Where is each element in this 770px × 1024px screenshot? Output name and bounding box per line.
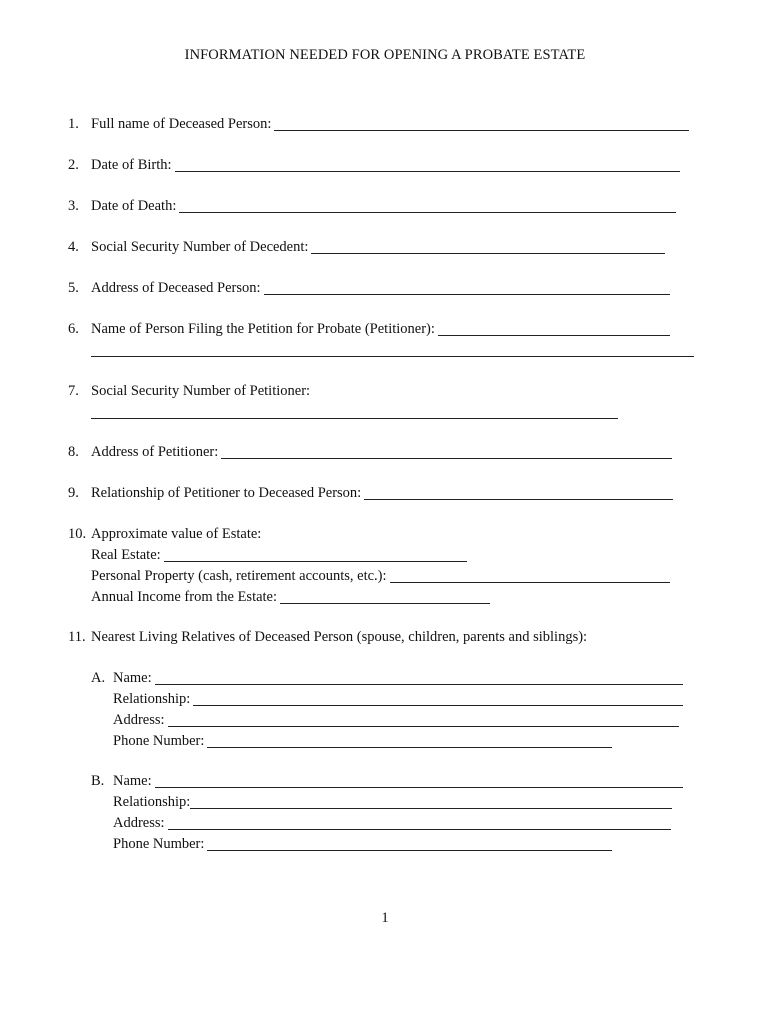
item-10-number: 10.	[68, 526, 87, 542]
relative-a-relationship-label: Relationship:	[113, 691, 191, 707]
relative-b-relationship-row	[113, 792, 672, 811]
relative-b-address-field[interactable]	[168, 815, 671, 830]
petitioner-address-row	[91, 442, 672, 461]
relative-a-relationship-field[interactable]	[193, 691, 683, 706]
estate-value-row	[91, 524, 261, 543]
annual-income-row	[91, 587, 490, 606]
item-5-number: 5.	[68, 280, 79, 296]
relative-a-phone-field[interactable]	[207, 733, 612, 748]
relative-a-letter: A.	[91, 670, 106, 686]
relationship-field[interactable]	[364, 485, 673, 500]
relatives-row	[91, 627, 587, 646]
personal-property-row	[91, 566, 670, 585]
item-7-number: 7.	[68, 383, 79, 399]
real-estate-row	[91, 545, 467, 564]
petitioner-address-label: Address of Petitioner:	[91, 444, 219, 460]
decedent-address-field[interactable]	[264, 280, 670, 295]
petitioner-name-field-2[interactable]	[91, 342, 694, 357]
relative-a-name-row	[113, 668, 683, 687]
relative-a-address-label: Address:	[113, 712, 165, 728]
annual-income-field[interactable]	[280, 589, 490, 604]
estate-value-label: Approximate value of Estate:	[91, 526, 262, 542]
page-number: 1	[381, 910, 389, 926]
date-of-birth-label: Date of Birth:	[91, 157, 172, 173]
annual-income-label: Annual Income from the Estate:	[91, 589, 278, 605]
relative-b-phone-field[interactable]	[207, 836, 612, 851]
relative-a-relationship-row	[113, 689, 683, 708]
relative-b-phone-row	[113, 834, 612, 853]
relative-a-name-field[interactable]	[155, 670, 683, 685]
relative-a-phone-row	[113, 731, 612, 750]
personal-property-label: Personal Property (cash, retirement accounts, etc.):	[91, 568, 387, 584]
decedent-address-label: Address of Deceased Person:	[91, 280, 261, 296]
relative-b-relationship-label: Relationship:	[113, 794, 191, 810]
full-name-field[interactable]	[274, 116, 689, 131]
decedent-ssn-row	[91, 237, 665, 256]
item-6-number: 6.	[68, 321, 79, 337]
petitioner-ssn-field[interactable]	[91, 404, 618, 419]
petitioner-ssn-label: Social Security Number of Petitioner:	[91, 383, 311, 399]
relative-b-address-label: Address:	[113, 815, 165, 831]
date-of-birth-field[interactable]	[175, 157, 680, 172]
relationship-label: Relationship of Petitioner to Deceased Person:	[91, 485, 362, 501]
item-4-number: 4.	[68, 239, 79, 255]
relatives-label: Nearest Living Relatives of Deceased Person (spouse, children, parents and siblings):	[91, 629, 588, 645]
date-of-death-label: Date of Death:	[91, 198, 177, 214]
relative-b-letter: B.	[91, 773, 105, 789]
petitioner-name-field[interactable]	[438, 321, 670, 336]
relative-a-name-label: Name:	[113, 670, 152, 686]
item-8-number: 8.	[68, 444, 79, 460]
petitioner-name-row-2	[91, 340, 694, 359]
real-estate-field[interactable]	[164, 547, 467, 562]
decedent-ssn-field[interactable]	[311, 239, 665, 254]
full-name-label: Full name of Deceased Person:	[91, 116, 272, 132]
decedent-address-row	[91, 278, 670, 297]
page-title: INFORMATION NEEDED FOR OPENING A PROBATE ESTATE	[184, 47, 586, 63]
full-name-row	[91, 114, 689, 133]
date-of-birth-row	[91, 155, 680, 174]
item-11-number: 11.	[68, 629, 86, 645]
relative-b-relationship-field[interactable]	[190, 794, 672, 809]
personal-property-field[interactable]	[390, 568, 670, 583]
relative-b-name-label: Name:	[113, 773, 152, 789]
relationship-row	[91, 483, 673, 502]
relative-a-address-field[interactable]	[168, 712, 679, 727]
decedent-ssn-label: Social Security Number of Decedent:	[91, 239, 309, 255]
petitioner-address-field[interactable]	[221, 444, 672, 459]
item-2-number: 2.	[68, 157, 79, 173]
date-of-death-field[interactable]	[179, 198, 676, 213]
relative-b-phone-label: Phone Number:	[113, 836, 205, 852]
item-9-number: 9.	[68, 485, 79, 501]
petitioner-name-label: Name of Person Filing the Petition for Probate (Petitioner):	[91, 321, 435, 337]
item-1-number: 1.	[68, 116, 79, 132]
relative-b-name-field[interactable]	[155, 773, 683, 788]
petitioner-ssn-row-2	[91, 402, 618, 421]
item-3-number: 3.	[68, 198, 79, 214]
real-estate-label: Real Estate:	[91, 547, 161, 563]
relative-a-phone-label: Phone Number:	[113, 733, 205, 749]
petitioner-name-row	[91, 319, 670, 338]
date-of-death-row	[91, 196, 676, 215]
relative-b-name-row	[113, 771, 683, 790]
relative-a-address-row	[113, 710, 679, 729]
relative-b-address-row	[113, 813, 671, 832]
petitioner-ssn-row	[91, 381, 310, 400]
